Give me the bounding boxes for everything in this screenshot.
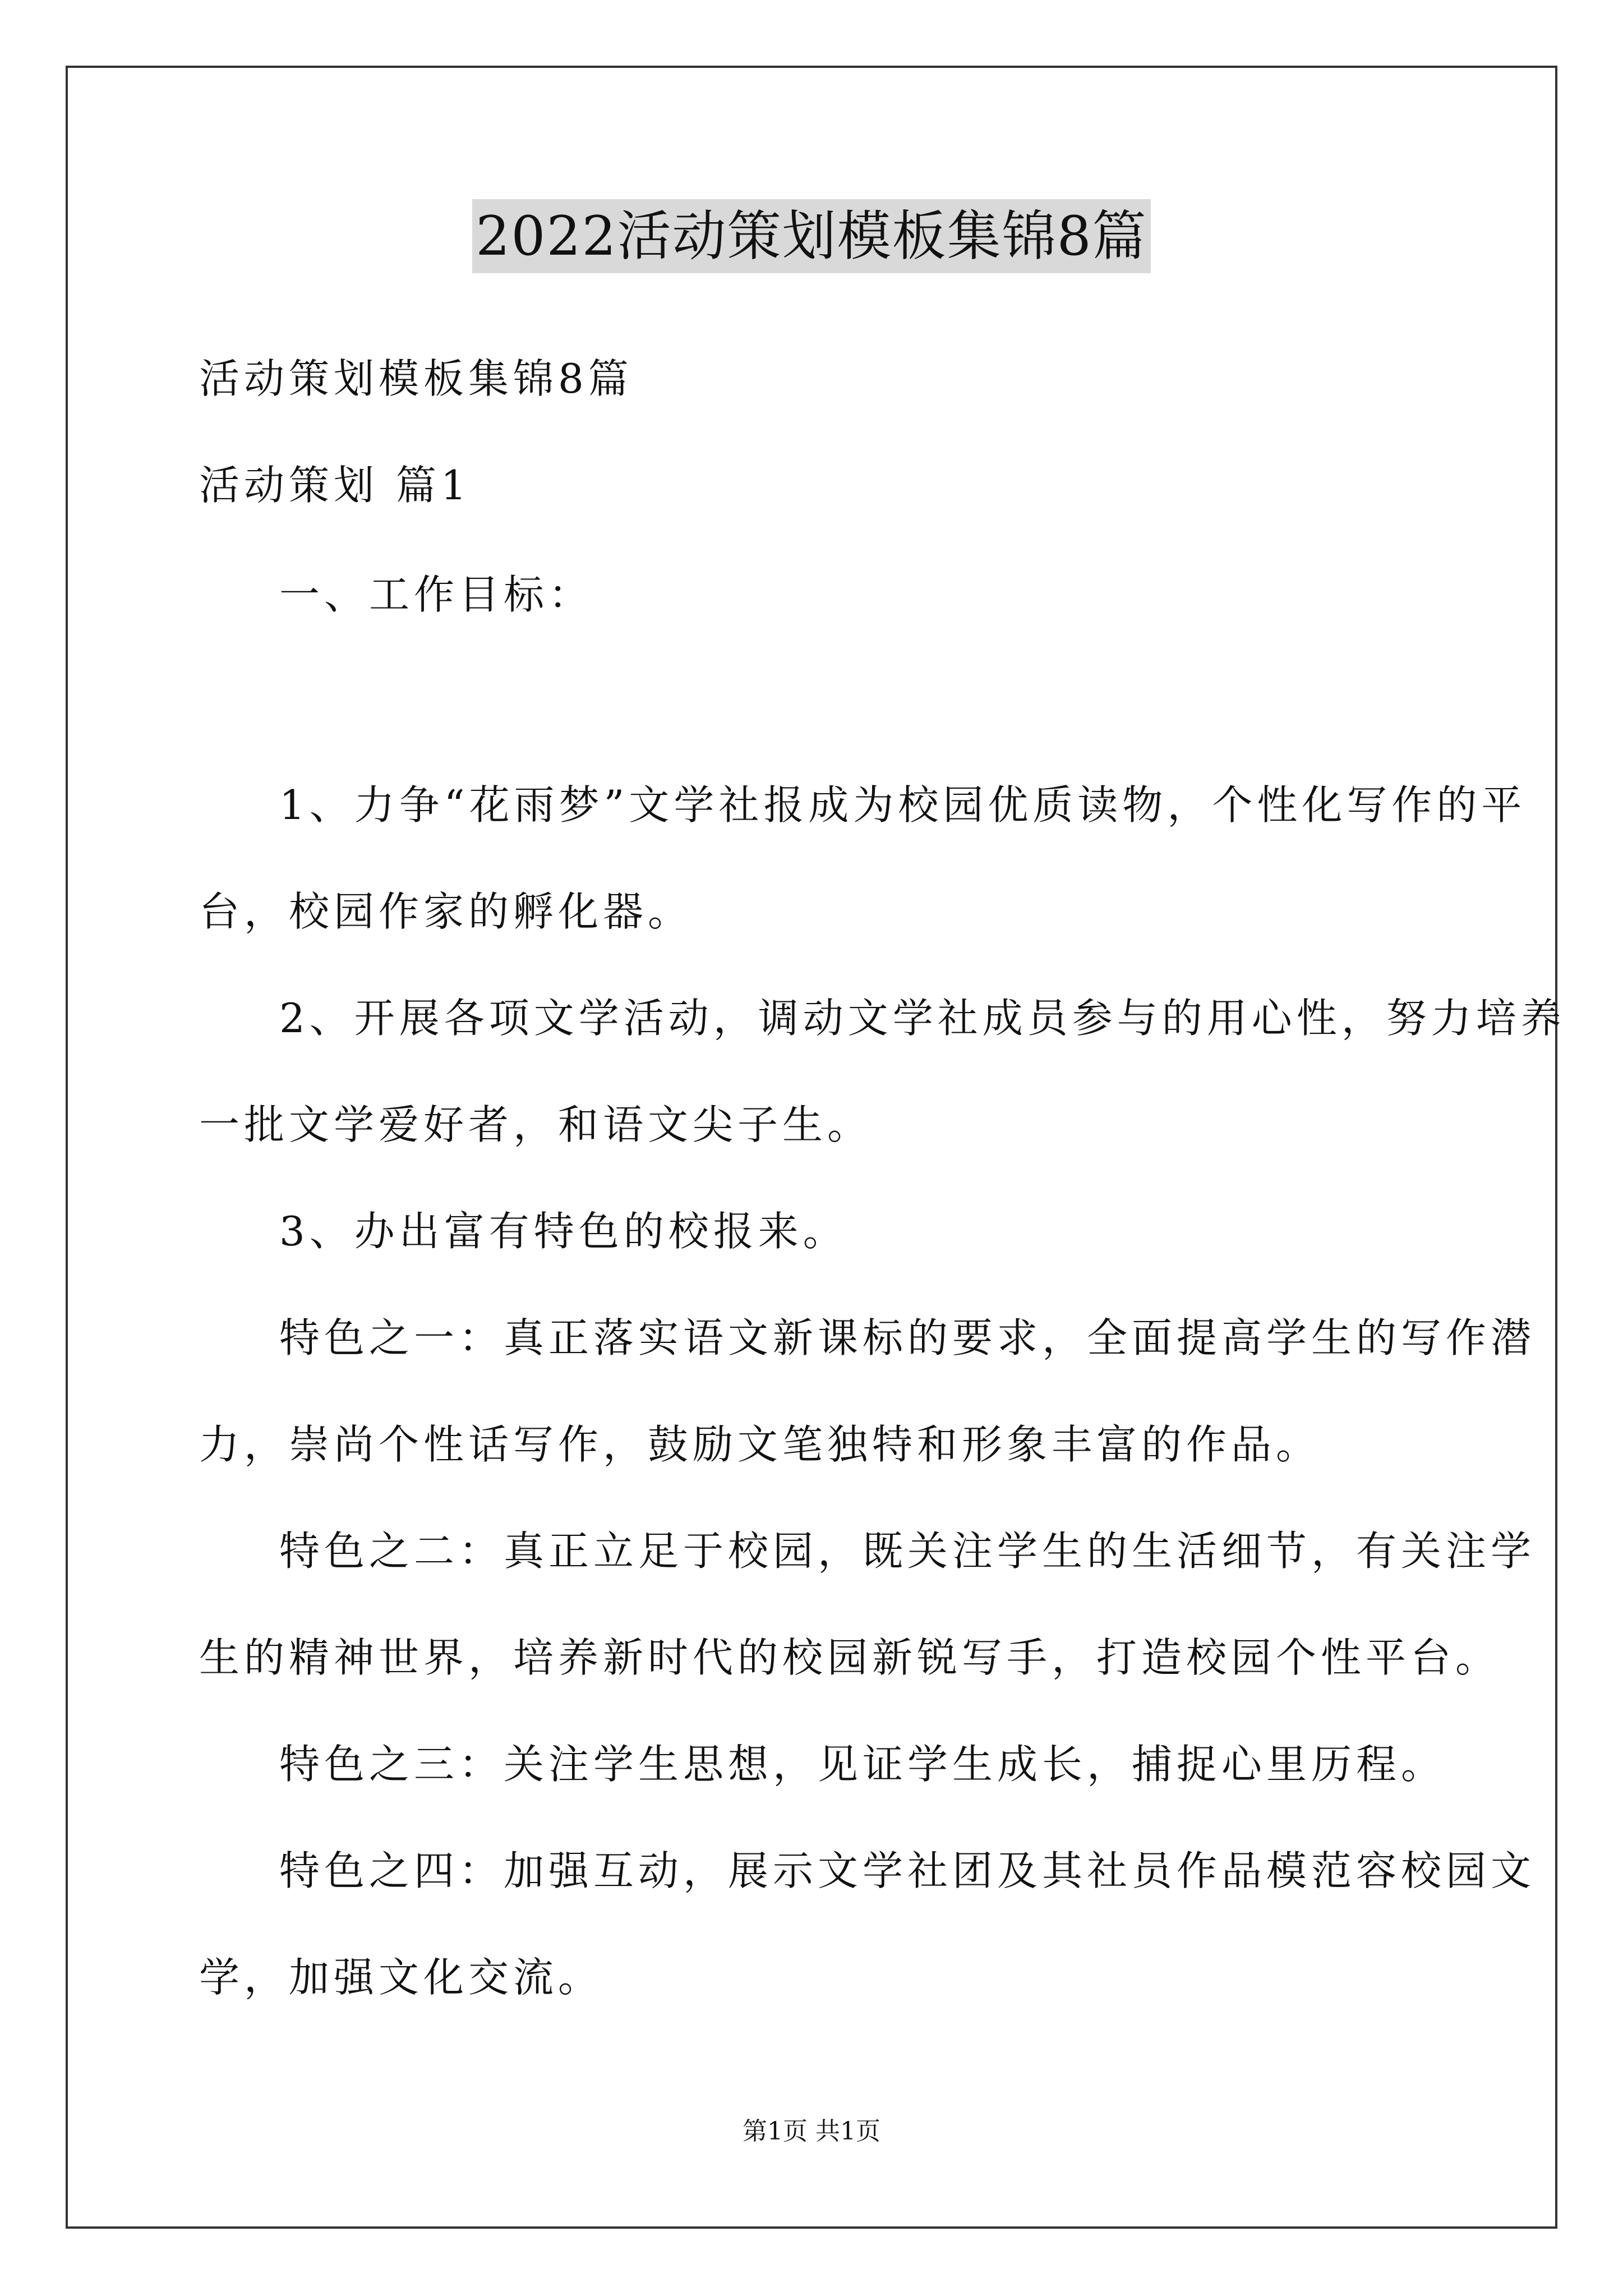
- paragraph-line: 1、力争“花雨梦”文学社报成为校园优质读物，个性化写作的平: [279, 781, 1527, 829]
- document-title: 2022活动策划模板集锦8篇: [472, 199, 1150, 273]
- paragraph-line: 生的精神世界，培养新时代的校园新锐写手，打造校园个性平台。: [199, 1634, 1501, 1681]
- paragraph-line: 特色之二：真正立足于校园，既关注学生的生活细节，有关注学: [279, 1527, 1536, 1575]
- paragraph-line: 特色之一：真正落实语文新课标的要求，全面提高学生的写作潜: [279, 1314, 1536, 1361]
- paragraph-line: 一、工作目标：: [279, 571, 594, 618]
- paragraph-line: 3、办出富有特色的校报来。: [279, 1208, 848, 1255]
- section-heading: 活动策划 篇1: [199, 462, 471, 509]
- paragraph-line: 2、开展各项文学活动，调动文学社成员参与的用心性，努力培养: [279, 995, 1566, 1042]
- paragraph-line: 特色之三：关注学生思想，见证学生成长，捕捉心里历程。: [279, 1741, 1446, 1788]
- title-wrap: [0, 199, 1623, 273]
- paragraph-line: 特色之四：加强互动，展示文学社团及其社员作品模范容校园文: [279, 1847, 1536, 1894]
- page-footer: 第1页 共1页: [743, 2117, 880, 2146]
- subtitle: 活动策划模板集锦8篇: [199, 355, 633, 402]
- paragraph-line: 台，校园作家的孵化器。: [199, 888, 693, 935]
- paragraph-line: 一批文学爱好者，和语文尖子生。: [199, 1101, 873, 1148]
- paragraph-line: 学，加强文化交流。: [199, 1954, 603, 2001]
- paragraph-line: 力，崇尚个性话写作，鼓励文笔独特和形象丰富的作品。: [199, 1421, 1321, 1468]
